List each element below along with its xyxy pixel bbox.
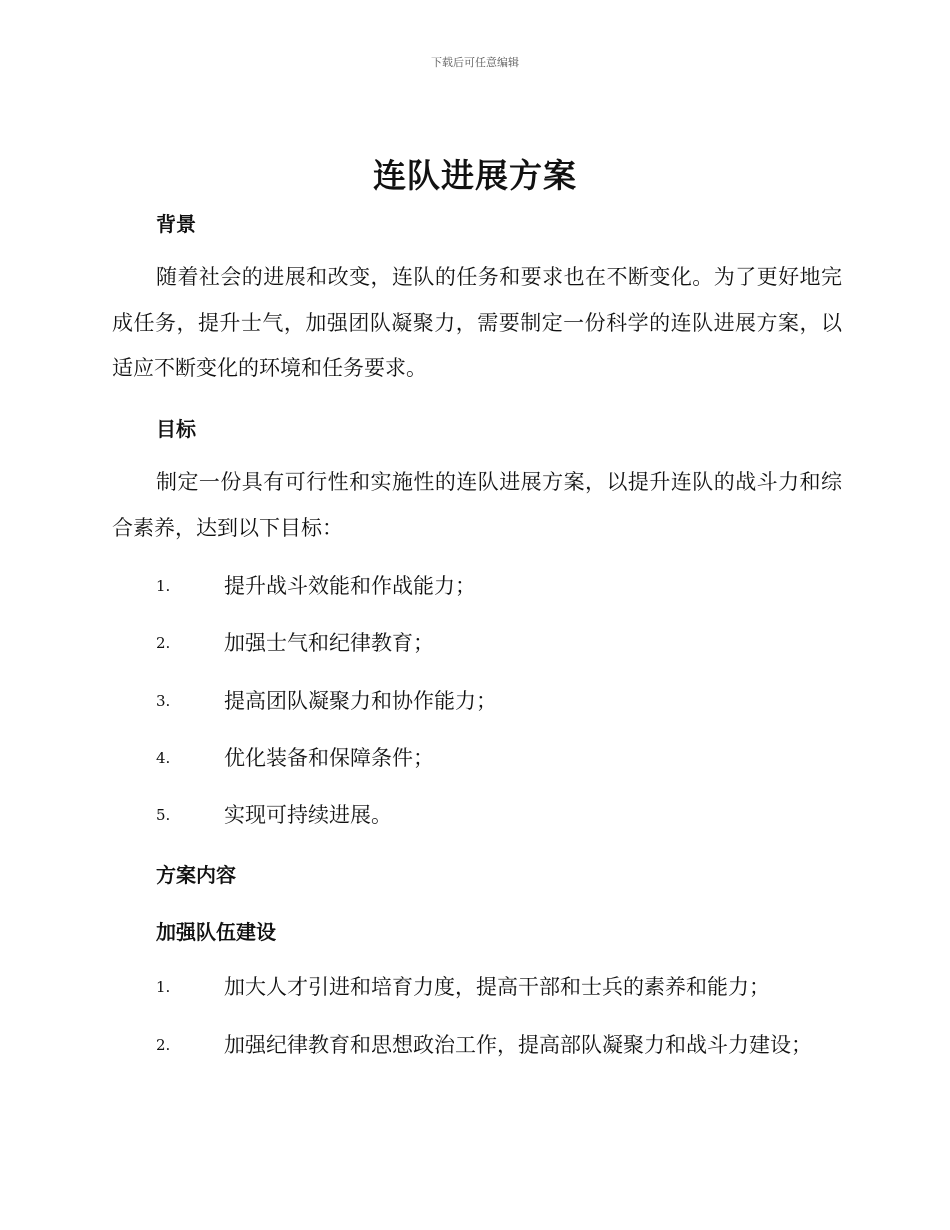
list-number: 2. (156, 1036, 171, 1054)
heading-goals: 目标 (156, 417, 196, 441)
subheading-team-building: 加强队伍建设 (156, 920, 276, 944)
list-text: 提高团队凝聚力和协作能力； (224, 689, 497, 713)
list-item (156, 800, 856, 830)
document-title: 连队进展方案 (373, 156, 577, 195)
list-item (156, 686, 856, 716)
list-text: 加强士气和纪律教育； (224, 631, 434, 655)
list-item (156, 743, 856, 773)
list-item (156, 628, 856, 658)
list-text: 加强纪律教育和思想政治工作，提高部队凝聚力和战斗力建设； (224, 1033, 812, 1057)
list-text: 实现可持续进展。 (224, 803, 392, 827)
list-text: 加大人才引进和培育力度，提高干部和士兵的素养和能力； (224, 975, 770, 999)
paragraph-background: 随着社会的进展和改变，连队的任务和要求也在不断变化。为了更好地完成任务，提升士气，加强团队凝聚力，需要制定一份科学的连队进展方案，以适应不断变化的环境和任务要求。 (112, 265, 842, 380)
heading-background: 背景 (156, 212, 196, 236)
list-item (156, 972, 856, 1002)
list-item (156, 571, 856, 601)
list-number: 3. (156, 692, 171, 710)
list-text: 提升战斗效能和作战能力； (224, 574, 476, 598)
header-note: 下载后可任意编辑 (431, 56, 519, 69)
list-number: 2. (156, 634, 171, 652)
list-number: 4. (156, 749, 171, 767)
list-item (156, 1030, 856, 1060)
list-number: 1. (156, 577, 171, 595)
list-number: 5. (156, 806, 171, 824)
paragraph-goals: 制定一份具有可行性和实施性的连队进展方案，以提升连队的战斗力和综合素养，达到以下目标： (112, 470, 842, 540)
heading-plan: 方案内容 (156, 863, 236, 887)
list-text: 优化装备和保障条件； (224, 746, 434, 770)
list-number: 1. (156, 978, 171, 996)
